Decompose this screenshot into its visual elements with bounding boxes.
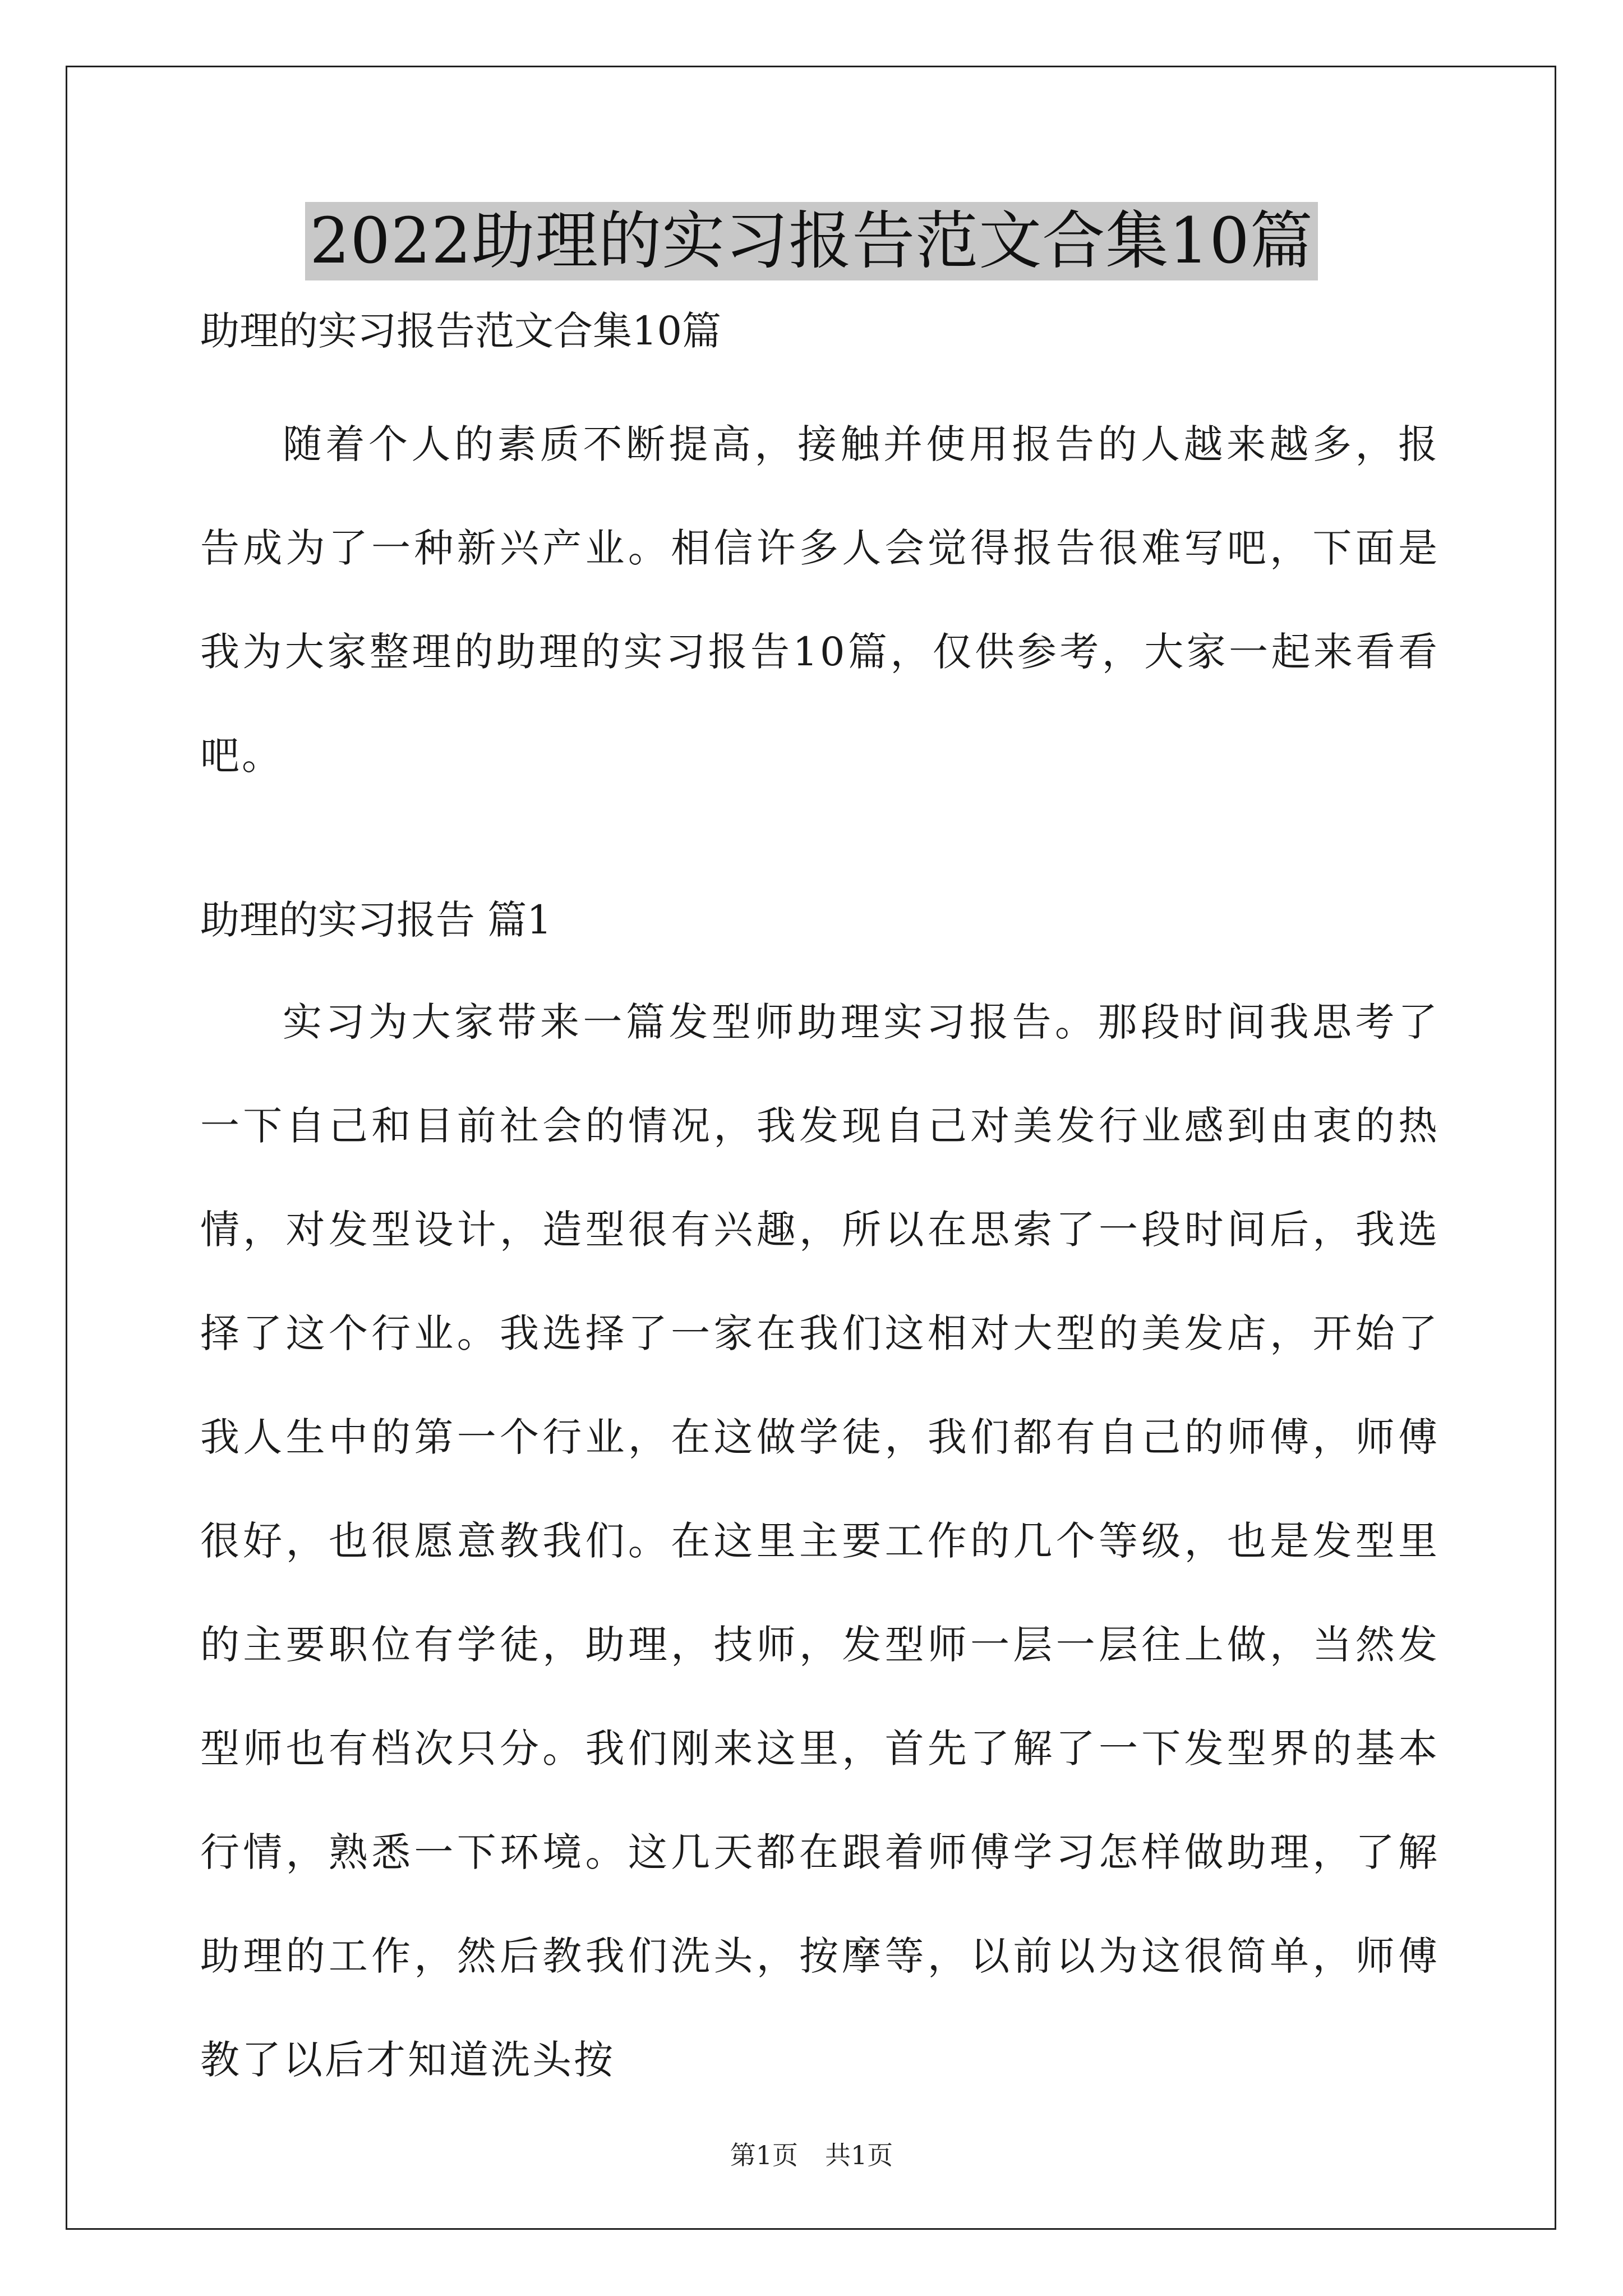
title-container: [0, 202, 1623, 280]
document-subtitle: 助理的实习报告范文合集10篇: [200, 308, 722, 354]
intro-paragraph: 随着个人的素质不断提高，接触并使用报告的人越来越多，报告成为了一种新兴产业。相信许多人会觉得报告很难写吧，下面是我为大家整理的助理的实习报告10篇，仅供参考，大家一起来看看吧。: [200, 421, 1440, 779]
section-paragraph: 实习为大家带来一篇发型师助理实习报告。那段时间我思考了一下自己和目前社会的情况，我发现自己对美发行业感到由衷的热情，对发型设计，造型很有兴趣，所以在思索了一段时间后，我选择了这个行业。我选择了一家在我们这相对大型的美发店，开始了我人生中的第一个行业，在这做学徒，我们都有自己的师傅，师傅很好，也很愿意教我们。在这里主要工作的几个等级，也是发型里的主要职位有学徒，助理，技师，发型师一层一层往上做，当然发型师也有档次只分。我们刚来这里，首先了解了一下发型界的基本行情，熟悉一下环境。这几天都在跟着师傅学习怎样做助理，了解助理的工作，然后教我们洗头，按摩等，以前以为这很简单，师傅教了以后才知道洗头按: [200, 999, 1440, 2083]
section-heading: 助理的实习报告 篇1: [200, 897, 552, 943]
page-total: 共1页: [825, 2140, 893, 2170]
document-body: [200, 303, 1440, 2112]
page-number: 第1页: [730, 2140, 798, 2170]
document-title: 2022助理的实习报告范文合集10篇: [305, 202, 1318, 280]
page-footer: [0, 2138, 1623, 2172]
